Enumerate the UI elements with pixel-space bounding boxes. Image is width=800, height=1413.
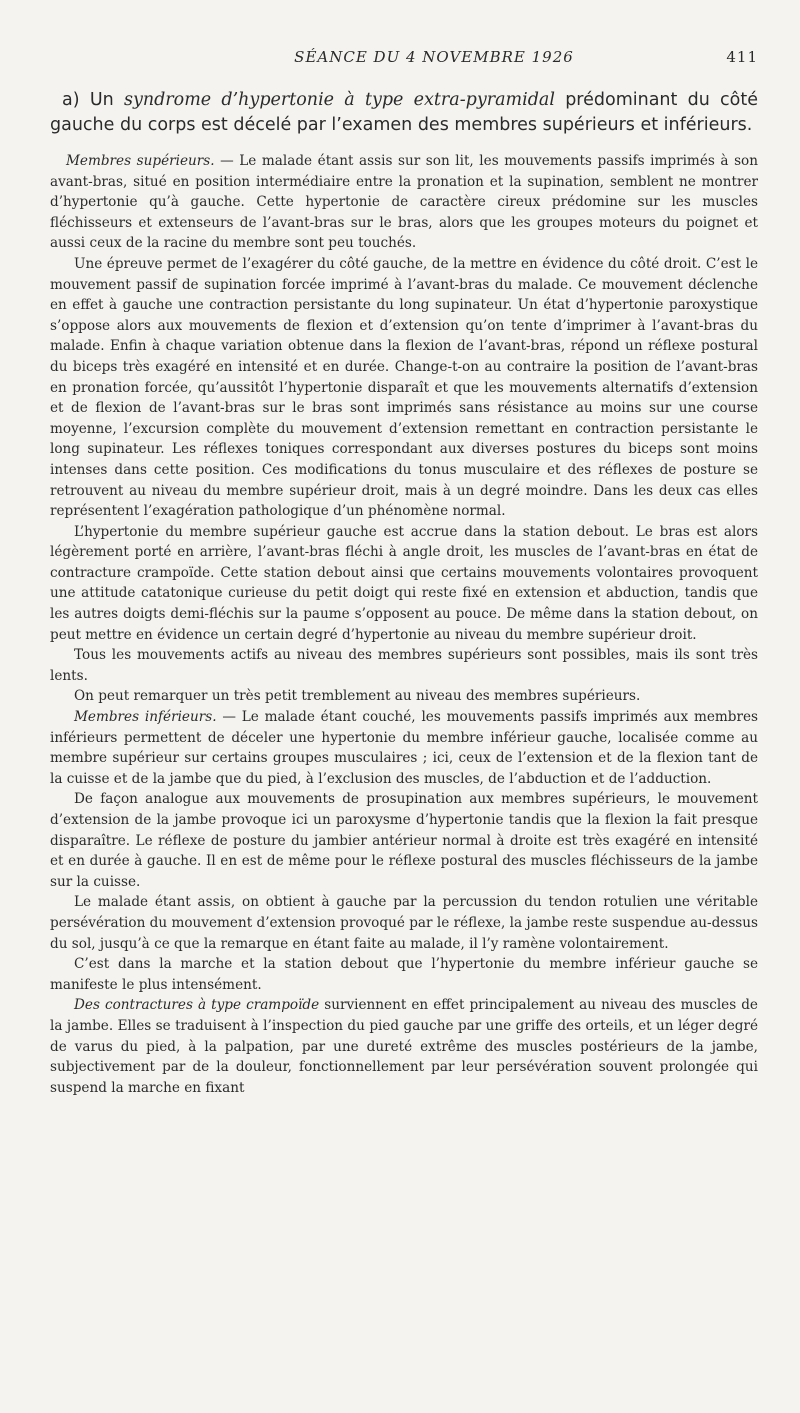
section-lead xyxy=(50,88,758,137)
paragraph xyxy=(50,522,758,646)
lead-text-before: Un xyxy=(89,90,114,110)
paragraph-text: — Le malade étant couché, les mouvements passifs imprimés aux membres inférieurs permettent de déceler une hypertonie du membre inférieur gauche, localisée comme au membre supérieur sur certains groupes musculaires ; ici, ceux de l’extension et de la flexion tant de la cuisse et de la jambe que du pied, à l’exclusion des muscles, de l’abduction et de l’adduction. xyxy=(50,709,758,787)
paragraph xyxy=(50,789,758,892)
paragraph-text: Tous les mouvements actifs au niveau des membres supérieurs sont possibles, mais ils sont très lents. xyxy=(50,647,758,684)
document-page xyxy=(50,48,758,1098)
paragraph-italic: Des contractures à type crampoïde xyxy=(74,997,320,1014)
page-header xyxy=(50,48,758,66)
paragraph xyxy=(50,892,758,954)
paragraph xyxy=(50,254,758,522)
paragraph-italic: Membres supérieurs. xyxy=(66,153,215,169)
paragraph xyxy=(50,151,758,254)
lead-italic: syndrome d’hypertonie à type extra-pyramidal xyxy=(123,90,555,110)
paragraph-text: Une épreuve permet de l’exagérer du côté gauche, de la mettre en évidence du côté droit. C’est le mouvement passif de supination forcée imprimé à l’avant-bras du malade. Ce mouvement déclenche en effet à gauche une contraction persistante du long supinateur. Un état d’hypertonie paroxystique s’oppose alors aux mouvements de flexion et d’extension qu’on tente d’imprimer à l’avant-bras du malade. Enfin à chaque variation obtenue dans la flexion de l’avant-bras, répond un réflexe postural du biceps très exagéré en intensité et en durée. Change-t-on au contraire la position de l’avant-bras en pronation forcée, qu’aussitôt l’hypertonie disparaît et que les mouvements alternatifs d’extension et de flexion de l’avant-bras sur le bras sont imprimés sans résistance au moins sur une course moyenne, l’excursion complète du mouvement d’extension remettant en contraction persistante le long supinateur. Les réflexes toniques correspondant aux diverses postures du biceps sont moins intenses dans cette position. Ces modifications du tonus musculaire et des réflexes de posture se retrouvent au niveau du membre supérieur droit, mais à un degré moindre. Dans les deux cas elles représentent l’exagération pathologique d’un phénomène normal. xyxy=(50,255,758,520)
paragraph-text: Le malade étant assis, on obtient à gauche par la percussion du tendon rotulien une véritable persévération du mouvement d’extension provoqué par le réflexe, la jambe reste suspendue au-dessus du sol, jusqu’à ce que la remarque en étant faite au malade, il l’y ramène volontairement. xyxy=(50,894,758,952)
paragraph-text: L’hypertonie du membre supérieur gauche est accrue dans la station debout. Le bras est alors légèrement porté en arrière, l’avant-bras fléchi à angle droit, les muscles de l’avant-bras en état de contracture crampoïde. Cette station debout ainsi que certains mouvements volontaires provoquent une attitude catatonique curieuse du petit doigt qui reste fixé en extension et abduction, tandis que les autres doigts demi-fléchis sur la paume s’opposent au pouce. De même dans la station debout, on peut mettre en évidence un certain degré d’hypertonie au niveau du membre supérieur droit. xyxy=(50,523,758,643)
page-number: 411 xyxy=(726,48,758,66)
paragraph-italic: Membres inférieurs. xyxy=(74,709,217,726)
paragraph-text: C’est dans la marche et la station debout que l’hypertonie du membre inférieur gauche se manifeste le plus intensément. xyxy=(50,956,758,993)
lead-text-after: prédominant du côté gauche du corps est décelé par l’examen des membres supérieurs et inférieurs. xyxy=(50,90,758,135)
paragraph xyxy=(50,686,758,707)
body-text xyxy=(50,151,758,1098)
section-label: a) xyxy=(62,90,80,110)
paragraph xyxy=(50,707,758,789)
running-title: SÉANCE DU 4 NOVEMBRE 1926 xyxy=(294,48,574,66)
paragraph-text: surviennent en effet principalement au niveau des muscles de la jambe. Elles se traduisent à l’inspection du pied gauche par une griffe des orteils, et un léger degré de varus du pied, à la palpation, par une dureté extrême des muscles postérieurs de la jambe, subjectivement par de la douleur, fonctionnellement par leur persévération souvent prolongée qui suspend la marche en fixant xyxy=(50,997,758,1096)
paragraph-text: De façon analogue aux mouvements de prosupination aux membres supérieurs, le mouvement d’extension de la jambe provoque ici un paroxysme d’hypertonie tandis que la flexion la fait presque disparaître. Le réflexe de posture du jambier antérieur normal à droite est très exagéré en intensité et en durée à gauche. Il en est de même pour le réflexe postural des muscles fléchisseurs de la jambe sur la cuisse. xyxy=(50,791,758,890)
paragraph xyxy=(50,954,758,995)
paragraph xyxy=(50,995,758,1098)
paragraph-text: — Le malade étant assis sur son lit, les mouvements passifs imprimés à son avant-bras, situé en position intermédiaire entre la pronation et la supination, semblent ne montrer d’hypertonie qu’à gauche. Cette hypertonie de caractère cireux prédomine sur les muscles fléchisseurs et extenseurs de l’avant-bras sur le bras, alors que les groupes moteurs du poignet et aussi ceux de la racine du membre sont peu touchés. xyxy=(50,153,758,252)
paragraph xyxy=(50,645,758,686)
paragraph-text: On peut remarquer un très petit tremblement au niveau des membres supérieurs. xyxy=(74,688,641,705)
